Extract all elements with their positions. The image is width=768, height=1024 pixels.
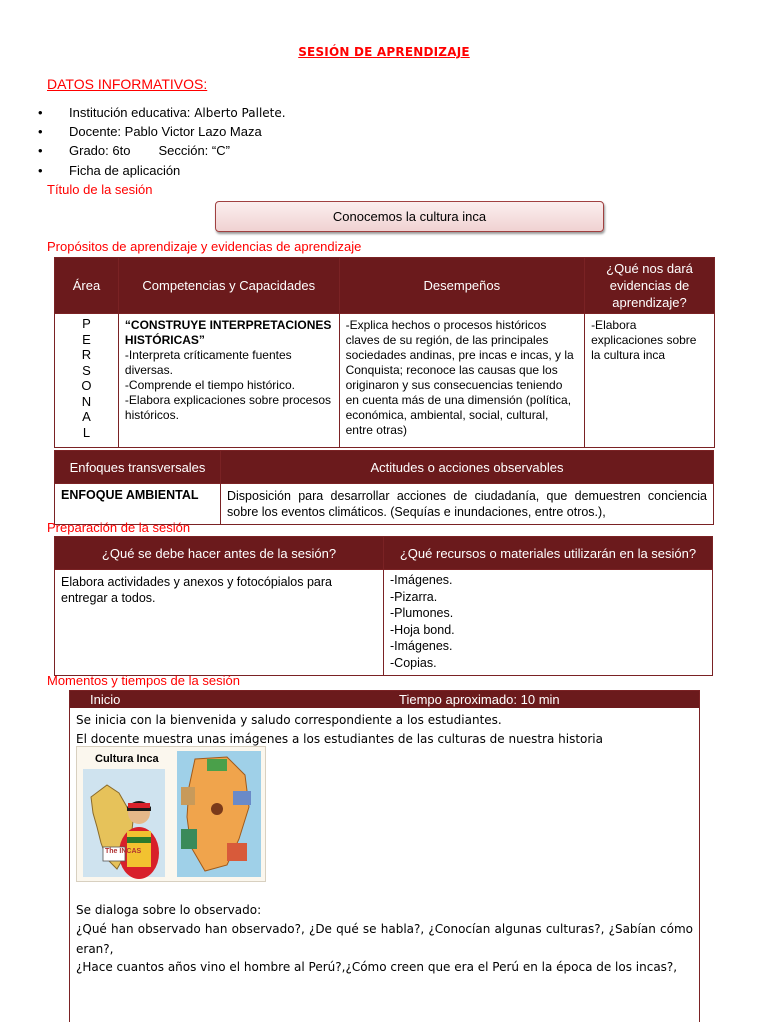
- enfoque-actitud: Disposición para desarrollar acciones de ciudadanía, que demuestren conciencia sobre los eventos climáticos. (Sequías e inundaciones, entre otros.),: [221, 484, 714, 525]
- propositos-header-row: [55, 258, 715, 314]
- enfoques-table: [54, 450, 714, 525]
- propositos-table: [54, 257, 715, 448]
- inicio-box: [69, 690, 700, 1022]
- bullet-icon: •: [38, 163, 43, 178]
- preparacion-table: [54, 536, 713, 676]
- cultura-inca-illustration: [77, 747, 265, 881]
- capacidad-item: -Comprende el tiempo histórico.: [124, 378, 295, 392]
- header-antes: ¿Qué se debe hacer antes de la sesión?: [55, 537, 384, 570]
- header-recursos: ¿Qué recursos o materiales utilizarán en la sesión?: [384, 537, 713, 570]
- header-area: Área: [55, 258, 119, 314]
- recurso-item: -Plumones.: [390, 606, 454, 620]
- propositos-row: [55, 314, 715, 448]
- recurso-item: -Pizarra.: [390, 589, 438, 604]
- evidencias-cell: -Elabora explicaciones sobre la cultura inca: [585, 314, 715, 448]
- propositos-heading: Propósitos de aprendizaje y evidencias de aprendizaje: [47, 239, 362, 254]
- competencia-title: “CONSTRUYE INTERPRETACIONES HISTÓRICAS”: [124, 318, 332, 347]
- enfoque-name: ENFOQUE AMBIENTAL: [55, 484, 221, 525]
- competencias-cell: [118, 314, 339, 448]
- inicio-label: Inicio: [90, 692, 121, 707]
- inicio-tiempo: Tiempo aproximado: 10 min: [399, 692, 560, 707]
- enfoques-row: [55, 484, 714, 525]
- titulo-heading: Título de la sesión: [47, 182, 153, 197]
- bullet-icon: •: [38, 105, 43, 120]
- page-title: SESIÓN DE APRENDIZAJE: [298, 45, 470, 59]
- recurso-item: -Copias.: [390, 655, 437, 670]
- datos-item-institucion: • Institución educativa: Alberto Pallete.: [38, 105, 286, 120]
- preparacion-heading: Preparación de la sesión: [47, 520, 191, 535]
- header-evidencias: ¿Qué nos dará evidencias de aprendizaje?: [585, 258, 715, 314]
- datos-item-grado: • Grado: 6to Sección: “C”: [38, 143, 230, 158]
- recurso-item: -Hoja bond.: [390, 622, 455, 637]
- preparacion-row: [55, 570, 713, 676]
- inicio-header: [70, 691, 699, 708]
- datos-item-ficha: • Ficha de aplicación: [38, 163, 181, 178]
- area-vertical-label: P E R S O N A L: [55, 314, 119, 448]
- session-title-box: [215, 201, 604, 232]
- image-map-word: The INCAS: [105, 848, 142, 855]
- header-enfoques: Enfoques transversales: [55, 451, 221, 484]
- momentos-heading: Momentos y tiempos de la sesión: [47, 673, 240, 688]
- header-desempenos: Desempeños: [339, 258, 584, 314]
- desempenos-cell: -Explica hechos o procesos históricos claves de su región, de las principales sociedades andinas, pre incas e incas, y la Conquista; reconoce las causas que los originaron y sus consecuencias teniendo en cuenta más de una dimensión (política, económica, ambiental, social, cultural, entre otras): [339, 314, 584, 448]
- header-competencias: Competencias y Capacidades: [118, 258, 339, 314]
- datos-heading: DATOS INFORMATIVOS:: [47, 76, 208, 92]
- cultura-inca-image: [76, 746, 266, 882]
- header-actitudes: Actitudes o acciones observables: [221, 451, 714, 484]
- bullet-icon: •: [38, 124, 43, 139]
- capacidad-item: -Elabora explicaciones sobre procesos históricos.: [124, 393, 332, 422]
- preparacion-header-row: [55, 537, 713, 570]
- bullet-icon: •: [38, 143, 43, 158]
- inicio-line: Se inicia con la bienvenida y saludo correspondiente a los estudiantes.: [76, 713, 502, 727]
- session-title: Conocemos la cultura inca: [332, 209, 487, 224]
- enfoques-header-row: [55, 451, 714, 484]
- capacidad-item: -Interpreta críticamente fuentes diversas.: [124, 348, 292, 377]
- antes-cell: Elabora actividades y anexos y fotocópialos para entregar a todos.: [55, 570, 384, 676]
- inicio-line: El docente muestra unas imágenes a los estudiantes de las culturas de nuestra historia: [76, 732, 603, 746]
- recurso-item: -Imágenes.: [390, 639, 453, 653]
- image-title: Cultura Inca: [95, 753, 159, 765]
- recursos-cell: [384, 570, 713, 676]
- dialogo-preguntas-2: ¿Hace cuantos años vino el hombre al Perú?,¿Cómo creen que era el Perú en la época de los incas?,: [76, 960, 678, 974]
- recurso-item: -Imágenes.: [390, 573, 453, 587]
- dialogo-intro: Se dialoga sobre lo observado:: [76, 903, 262, 917]
- dialogo-preguntas: ¿Qué han observado han observado?, ¿De qué se habla?, ¿Conocían algunas culturas?, ¿Sabían cómo eran?,: [76, 922, 693, 956]
- datos-item-docente: • Docente: Pablo Victor Lazo Maza: [38, 124, 262, 139]
